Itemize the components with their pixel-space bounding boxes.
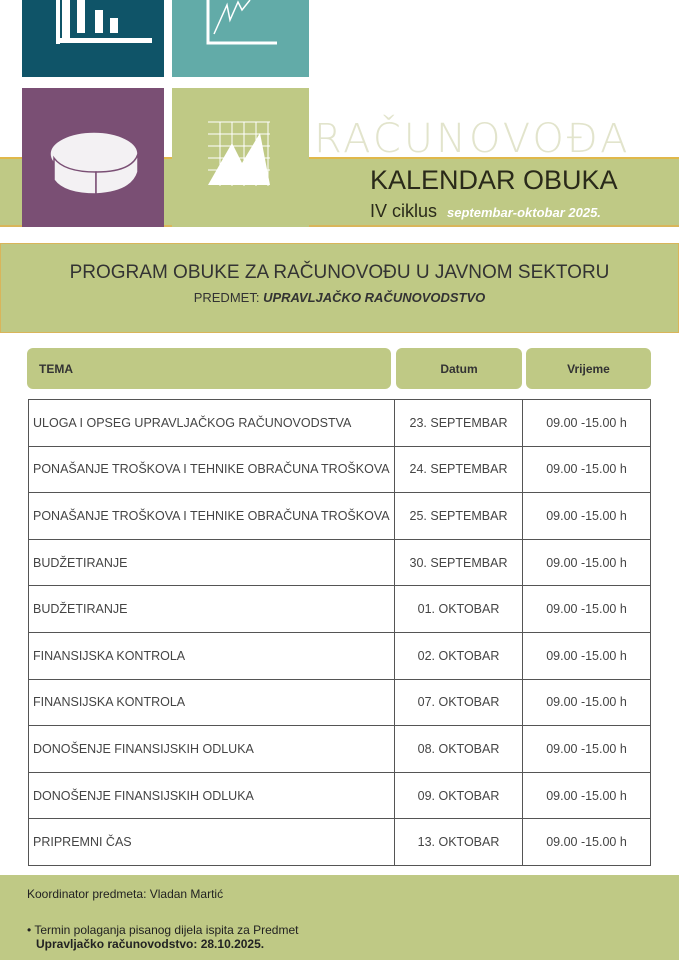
cell-time: 09.00 -15.00 h: [523, 493, 651, 540]
cell-date: 30. SEPTEMBAR: [395, 539, 523, 586]
header-vrijeme: Vrijeme: [526, 348, 651, 389]
cell-topic: ULOGA I OPSEG UPRAVLJAČKOG RAČUNOVODSTVA: [29, 400, 395, 447]
cell-date: 09. OKTOBAR: [395, 772, 523, 819]
cycle-period: septembar-oktobar 2025.: [447, 205, 601, 220]
line-chart-tile: [172, 0, 309, 77]
exam-note: • Termin polaganja pisanog dijela ispita za Predmet Upravljačko računovodstvo: 28.10.2025.: [27, 923, 299, 951]
cell-date: 23. SEPTEMBAR: [395, 400, 523, 447]
cell-topic: BUDŽETIRANJE: [29, 539, 395, 586]
program-box: [0, 243, 679, 333]
footer-box: [0, 875, 679, 960]
cell-date: 25. SEPTEMBAR: [395, 493, 523, 540]
cell-time: 09.00 -15.00 h: [523, 726, 651, 773]
cell-topic: PONAŠANJE TROŠKOVA I TEHNIKE OBRAČUNA TROŠKOVA: [29, 446, 395, 493]
table-row: [29, 493, 651, 540]
cell-topic: DONOŠENJE FINANSIJSKIH ODLUKA: [29, 772, 395, 819]
cell-date: 13. OKTOBAR: [395, 819, 523, 866]
exam-line2: Upravljačko računovodstvo: 28.10.2025.: [36, 937, 265, 951]
cell-date: 07. OKTOBAR: [395, 679, 523, 726]
subject-name: UPRAVLJAČKO RAČUNOVODSTVO: [263, 290, 486, 305]
cell-time: 09.00 -15.00 h: [523, 819, 651, 866]
cell-topic: PONAŠANJE TROŠKOVA I TEHNIKE OBRAČUNA TROŠKOVA: [29, 493, 395, 540]
cell-topic: DONOŠENJE FINANSIJSKIH ODLUKA: [29, 726, 395, 773]
subject-label: PREDMET:: [193, 290, 260, 305]
brand-wordmark: RAČUNOVOĐA: [314, 116, 631, 162]
cell-date: 02. OKTOBAR: [395, 632, 523, 679]
header-datum: Datum: [396, 348, 522, 389]
cell-time: 09.00 -15.00 h: [523, 446, 651, 493]
cell-date: 08. OKTOBAR: [395, 726, 523, 773]
cell-time: 09.00 -15.00 h: [523, 400, 651, 447]
exam-line1: Termin polaganja pisanog dijela ispita za Predmet: [34, 923, 299, 937]
bar-chart-icon: [22, 0, 164, 77]
table-row: [29, 400, 651, 447]
cell-topic: PRIPREMNI ČAS: [29, 819, 395, 866]
schedule-table: [28, 399, 651, 866]
cell-time: 09.00 -15.00 h: [523, 632, 651, 679]
cycle-line: [370, 201, 601, 222]
area-chart-tile: [172, 88, 309, 227]
page-title: KALENDAR OBUKA: [370, 165, 618, 195]
cell-time: 09.00 -15.00 h: [523, 586, 651, 633]
cell-time: 09.00 -15.00 h: [523, 539, 651, 586]
cycle-label: IV ciklus: [370, 201, 438, 221]
table-row: [29, 819, 651, 866]
cell-topic: FINANSIJSKA KONTROLA: [29, 632, 395, 679]
coordinator: Koordinator predmeta: Vladan Martić: [27, 887, 224, 901]
header-tema: TEMA: [27, 348, 391, 389]
cell-date: 01. OKTOBAR: [395, 586, 523, 633]
cell-time: 09.00 -15.00 h: [523, 772, 651, 819]
pie-chart-tile: [22, 88, 164, 227]
program-subject: [1, 290, 678, 305]
pie-chart-icon: [22, 88, 164, 227]
table-row: [29, 586, 651, 633]
table-row: [29, 446, 651, 493]
program-title: PROGRAM OBUKE ZA RAČUNOVOĐU U JAVNOM SEKTORU: [69, 262, 610, 283]
cell-topic: FINANSIJSKA KONTROLA: [29, 679, 395, 726]
area-chart-icon: [172, 88, 309, 227]
table-row: [29, 539, 651, 586]
line-chart-icon: [172, 0, 309, 77]
cell-date: 24. SEPTEMBAR: [395, 446, 523, 493]
bar-chart-tile: [22, 0, 164, 77]
cell-time: 09.00 -15.00 h: [523, 679, 651, 726]
table-row: [29, 679, 651, 726]
table-row: [29, 632, 651, 679]
table-row: [29, 772, 651, 819]
table-row: [29, 726, 651, 773]
cell-topic: BUDŽETIRANJE: [29, 586, 395, 633]
